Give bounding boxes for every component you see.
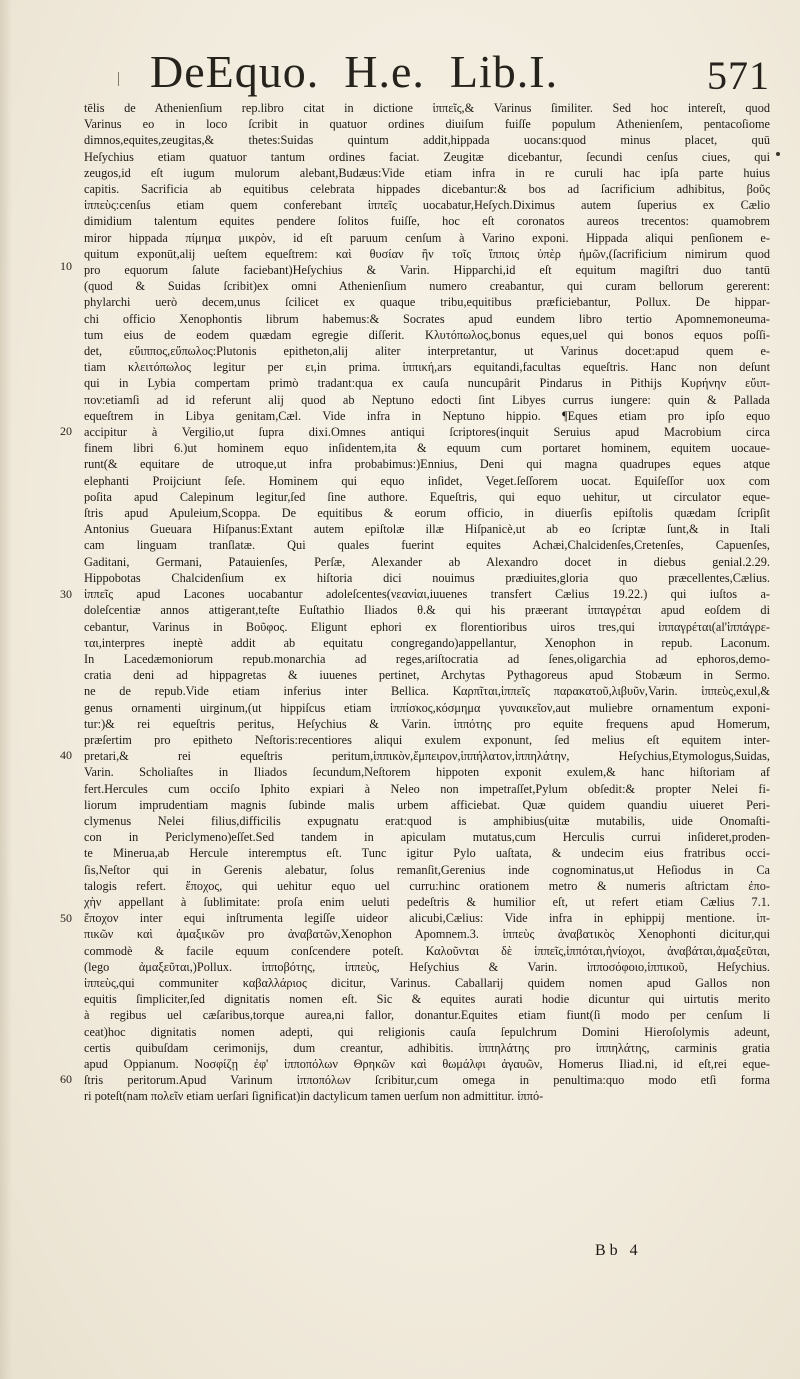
text-line: ceat)hoc dignitatis nomen adepti, qui religionis cauſa ſepulchrum Domini Hieroſolymis adeunt,: [84, 1024, 770, 1039]
text-line: cebantur, Varinus in Βοῦφος. Eligunt ephori ex florentioribus uiros tres,qui ἱππαγρέται(al'ἱππάγρε-: [84, 619, 770, 634]
text-line: genus ornamenti uirginum,(ut hippiſcus etiam ἱππίσκος,κόσμημα γυναικεῖον,aut muliebre ornamentum exponi-: [84, 700, 770, 715]
text-line: Heſychius etiam quatuor tantum ordines faciat. Zeugitæ dicebantur, ſecundi cenſus ciues, qui: [84, 149, 770, 164]
text-line: Gaditani, Germani, Patauienſes, Perſæ, Alexander ab Alexandro docet in diebus genial.2.29.: [84, 554, 770, 569]
text-line: dimnos,equites,zeugitas,& thetes:Suidas quintum addit,hippada uocans:quod minus placet, quū: [84, 133, 770, 148]
text-line: πικῶν καὶ ἀμαξικῶν pro ἀναβατῶν,Xenophon Apomnem.3. ἱππεὺς ἀναβατικὸς Xenophonti dicitur,qui: [84, 927, 770, 942]
text-line: cam linguam tranſlatæ. Qui quales fuerint equites Achæi,Chalcidenſes,Cretenſes, Capuenſes,: [84, 538, 770, 553]
text-line: dimidium talentum equites pendere ſolitos fuiſſe, hoc eſt coronatos aureos trecentos: quamobrem: [84, 214, 770, 229]
page-header: [150, 46, 770, 98]
text-line: tiam κλειτόπωλος legitur per ει,in prima. ἱππική,ars equitandi,facultas equeſtris. Hanc non deſunt: [84, 360, 770, 375]
running-title: DeEquo. H.e. Lib.I.: [150, 46, 559, 97]
signature-mark: Bb 4: [595, 1242, 642, 1259]
text-line: liorum imprudentiam magnis ſubinde malis urbem afficiebat. Quæ quidem quandiu uiueret Peri-: [84, 797, 770, 812]
text-line: qui in Lybia compertam primò tradant:qua ex cauſa nuncupârit Pindarus in Pithijs Κυρήνην εὔιπ-: [84, 376, 770, 391]
text-line: tur:)& rei equeſtris peritus, Heſychius & Varin. ἱππότης pro equite frequens apud Homerum,: [84, 716, 770, 731]
text-line: finem libri 6.)ut hominem equo inſidentem,ita & equum cum portaret hominem, equitem uocaue-: [84, 441, 770, 456]
text-line: pro equorum ſalute faciebant)Heſychius & Varin. Hipparchi,id eſt equitum magiſtri duo tantū: [84, 263, 770, 278]
text-line: ſtris peritorum.Apud Varinum ἱπποπόλων ſcribitur,cum omega in penultima:quo modo etſi forma: [84, 1073, 770, 1088]
text-line: clymenus Nelei filius,difficilis expugnatu erat:quod is amphibius(uitæ mutabilis, uide Onomaſti-: [84, 813, 770, 828]
margin-line-number: 30: [60, 587, 72, 601]
text-line: ἱππεῖς apud Lacones uocabantur adoleſcentes(νεανίαι,iuuenes transfert Cælius 19.22.) qui iuſtos a-: [84, 587, 770, 602]
text-line: poſita apud Calepinum legitur,ſed ſine authore. Equeſtris, qui equo uehitur, ut circulator eque-: [84, 489, 770, 504]
margin-dot: [776, 152, 780, 156]
margin-line-number: 50: [60, 911, 72, 925]
text-line: πον:etiamſi ad id referunt alij quod ab Neptuno edocti ſint Libyes currus iungere: quin & Pallada: [84, 392, 770, 407]
body-text: [84, 100, 770, 1105]
text-line: det, εὔιππος,εὔπωλος:Plutonis epitheton,alij aliter interpretantur, ut Varinus docet:apud quem e-: [84, 344, 770, 359]
text-line: doleſcentiæ annos attigerant,teſte Euſtathio Iliados θ.& qui his præerant ἱππαγρέται apud eoſdem di: [84, 603, 770, 618]
text-line: à regibus uel cæſaribus,torque aurea,ni fallor, donantur.Equites etiam fiunt(ſi modo per cenſum li: [84, 1008, 770, 1023]
text-line: talogis refert. ἔποχος, qui uehitur equo uel curru:hinc orationem metro & numeris aſtrictam ἐπο-: [84, 878, 770, 893]
text-line: quitum exponūt,alij ueſtem equeſtrem: καὶ θυσίαν ἢν τοῖς ἵπποις ὑπὲρ ἡμῶν,(ſacrificium nimirum quod: [84, 246, 770, 261]
text-line: con in Periclymeno)eſſet.Sed tandem in apiculam mutatus,cum Herculis currui inſideret,proden-: [84, 830, 770, 845]
text-line: ſtris apud Apuleium,Scoppa. De equitibus & eorum officio, in diuerſis epiſtolis quædam ſcripſit: [84, 506, 770, 521]
text-line: certis quibuſdam cerimonijs, dum creantur, adhibitis. ἱππηλάτης pro ἱππηλάτης, carminis gratia: [84, 1040, 770, 1055]
text-line: runt(& equitare de utroque,ut infra probabimus:)Ennius, Deni qui magna quadrupes eques atque: [84, 457, 770, 472]
text-line: Varinus eo in loco ſcribit in quatuor ordines diuiſum fuiſſe populum Athenienſem, pentacoſiome: [84, 117, 770, 132]
text-line: ſis,Neſtor qui in Gerenis alebatur, ſolus remanſit,Gerenius inde cognominatus,ut Heſiodus in Ca: [84, 862, 770, 877]
text-line: pretari,& rei equeſtris peritum,ἱππικὸν,ἔμπειρον,ἱππήλατον,ἱππηλάτην, Heſychius,Etymologus,Suidas,: [84, 749, 770, 764]
text-line: Hippobotas Chalcidenſium ex hiſtoria dici nouimus prædiuites,gloria quo præcellentes,Cælius.: [84, 570, 770, 585]
text-line: miror hippada πίμημα μικρὸν, id eſt paruum cenſum à Varino exponi. Hippada aliqui penſionem e-: [84, 230, 770, 245]
text-line: ται,interpres ineptè addit ab equitatu congregando)appellantur, Xenophon in repub. Laconum.: [84, 635, 770, 650]
text-line: tum eius de eodem quædam egregie diſſerit. Κλυτόπωλος,bonus eques,uel qui bonos equos poſſi-: [84, 327, 770, 342]
text-line: cratia deni ad hippagretas & iuuenes pertinet, Archytas Pythagoreus apud Stobæum in Sermo.: [84, 668, 770, 683]
text-line: ἱππεὺς,qui communiter καβαλλάριος dicitur, Varinus. Caballarij quidem nomen apud Gallos non: [84, 975, 770, 990]
text-line: (lego ἀμαξεῦται,)Pollux. ἱπποβότης, ἱππεὺς, Heſychius & Varin. ἱπποσόφοιο,ἱππικοῦ, Heſychius.: [84, 959, 770, 974]
text-line: Varin. Scholiaſtes in Iliados ſecundum,Neſtorem hippoten exponit exulem,& hanc hiſtoriam af: [84, 765, 770, 780]
text-line: accipitur à Vergilio,ut ſupra dixi.Omnes antiqui ſcriptores(inquit Seruius apud Macrobium circa: [84, 425, 770, 440]
text-line: (quod & Suidas ſcribit)ex omni Athenienſium numero creabantur, qui curam bellorum gererent:: [84, 279, 770, 294]
text-line: Antonius Gueuara Hiſpanus:Extant autem epiſtolæ illæ Hiſpanicè,ut ab eo ſcriptæ ſunt,& in Itali: [84, 522, 770, 537]
text-line: elephanti Proijciunt ſeſe. Hominem qui equo inſidet, Veget.ſeſſorem uocat. Equiſeſſor uox com: [84, 473, 770, 488]
text-line: fert.Hercules cum occiſo Iphito expiari à Neleo non impetraſſet,Pylum obſedit:& propter Nelei fi-: [84, 781, 770, 796]
text-line: te Minerua,ab Hercule interemptus eſt. Tunc igitur Pylo uaſtata, & undecim eius fratribus occi-: [84, 846, 770, 861]
margin-line-number: 40: [60, 748, 72, 762]
text-line: ἱππεὺς:cenſus etiam quem conferebant ἱππεῖς uocabatur,Heſych.Diximus autem ſuperius ex Cælio: [84, 198, 770, 213]
text-line: commodè & facile equum conſcendere poteſt. Καλοῦνται δὲ ἱππεῖς,ἱππόται,ἠνίοχοι, ἀναβάται,ἀμαξεῦται,: [84, 943, 770, 958]
text-line: χὴν appellant à ſublimitate: proſa enim ueluti pedeſtris & humilior eſt, ut refert etiam Cælius 7.1.: [84, 894, 770, 909]
margin-line-number: 60: [60, 1072, 72, 1086]
text-line: capitis. Sacrificia ab equitibus celebrata hippades dicebantur:& bos ad ſacrificium adhibitus, βοῦς: [84, 182, 770, 197]
text-line: zeugos,id eſt iugum mulorum alebant,Budæus:Vide etiam infra in re curuli hac ipſa parte huius: [84, 165, 770, 180]
text-line: ne de repub.Vide etiam inferius inter Bellica. Καρπῖται,ἱππεῖς παρακατοῦ,λιβυῦν,Varin. ἱππεὺς,exul,&: [84, 684, 770, 699]
page-gutter-shadow: [0, 0, 12, 1379]
margin-tick: [118, 72, 119, 86]
text-line: apud Oppianum. Νοσφίζῃ ἐφ' ἱπποπόλων Θρηκῶν καὶ θωμάλφι ἀγαυῶν, Homerus Iliad.ni, id eſt,rei eque-: [84, 1056, 770, 1071]
text-line: ri poteſt(nam πολεῖν etiam uerſari ſignificat)in dactylicum tamen uerſum non admittitur. ἱππό-: [84, 1089, 544, 1104]
text-line: phylarchi uerò decem,unus ſcilicet ex quaque tribu,equitibus præficiebantur, Pollux. De hippar-: [84, 295, 770, 310]
margin-line-number: 20: [60, 424, 72, 438]
text-line: chi officio Xenophontis librum habemus:& Socrates apud eundem libro tertio Apomnemoneuma-: [84, 311, 770, 326]
text-line: ἔποχον inter equi inſtrumenta legiſſe uideor alicubi,Cælius: Vide infra in ephippij mentione. ἱπ-: [84, 911, 770, 926]
page-number: 571: [707, 53, 770, 98]
text-line: equeſtrem in Libya genitam,Cæl. Vide infra in Neptuno hippio. ¶Eques etiam pro ipſo equo: [84, 408, 770, 423]
text-line: equitis ſimpliciter,ſed dignitatis nomen eſt. Sic & equites aurati hodie dicuntur qui uirtutis merito: [84, 992, 770, 1007]
text-line: præſertim pro epitheto Neſtoris:recentiores aliqui exulem exponunt, ſed melius eſt equitem inter-: [84, 732, 770, 747]
text-line: In Lacedæmoniorum repub.monarchia ad reges,ariſtocratia ad ſenes,oligarchia ad ephoros,demo-: [84, 651, 770, 666]
margin-line-number: 10: [60, 259, 72, 273]
text-line: tēlis de Athenienſium rep.libro citat in dictione ἱππεῖς,& Varinus ſimiliter. Sed hoc intereſt, quod: [84, 101, 770, 115]
